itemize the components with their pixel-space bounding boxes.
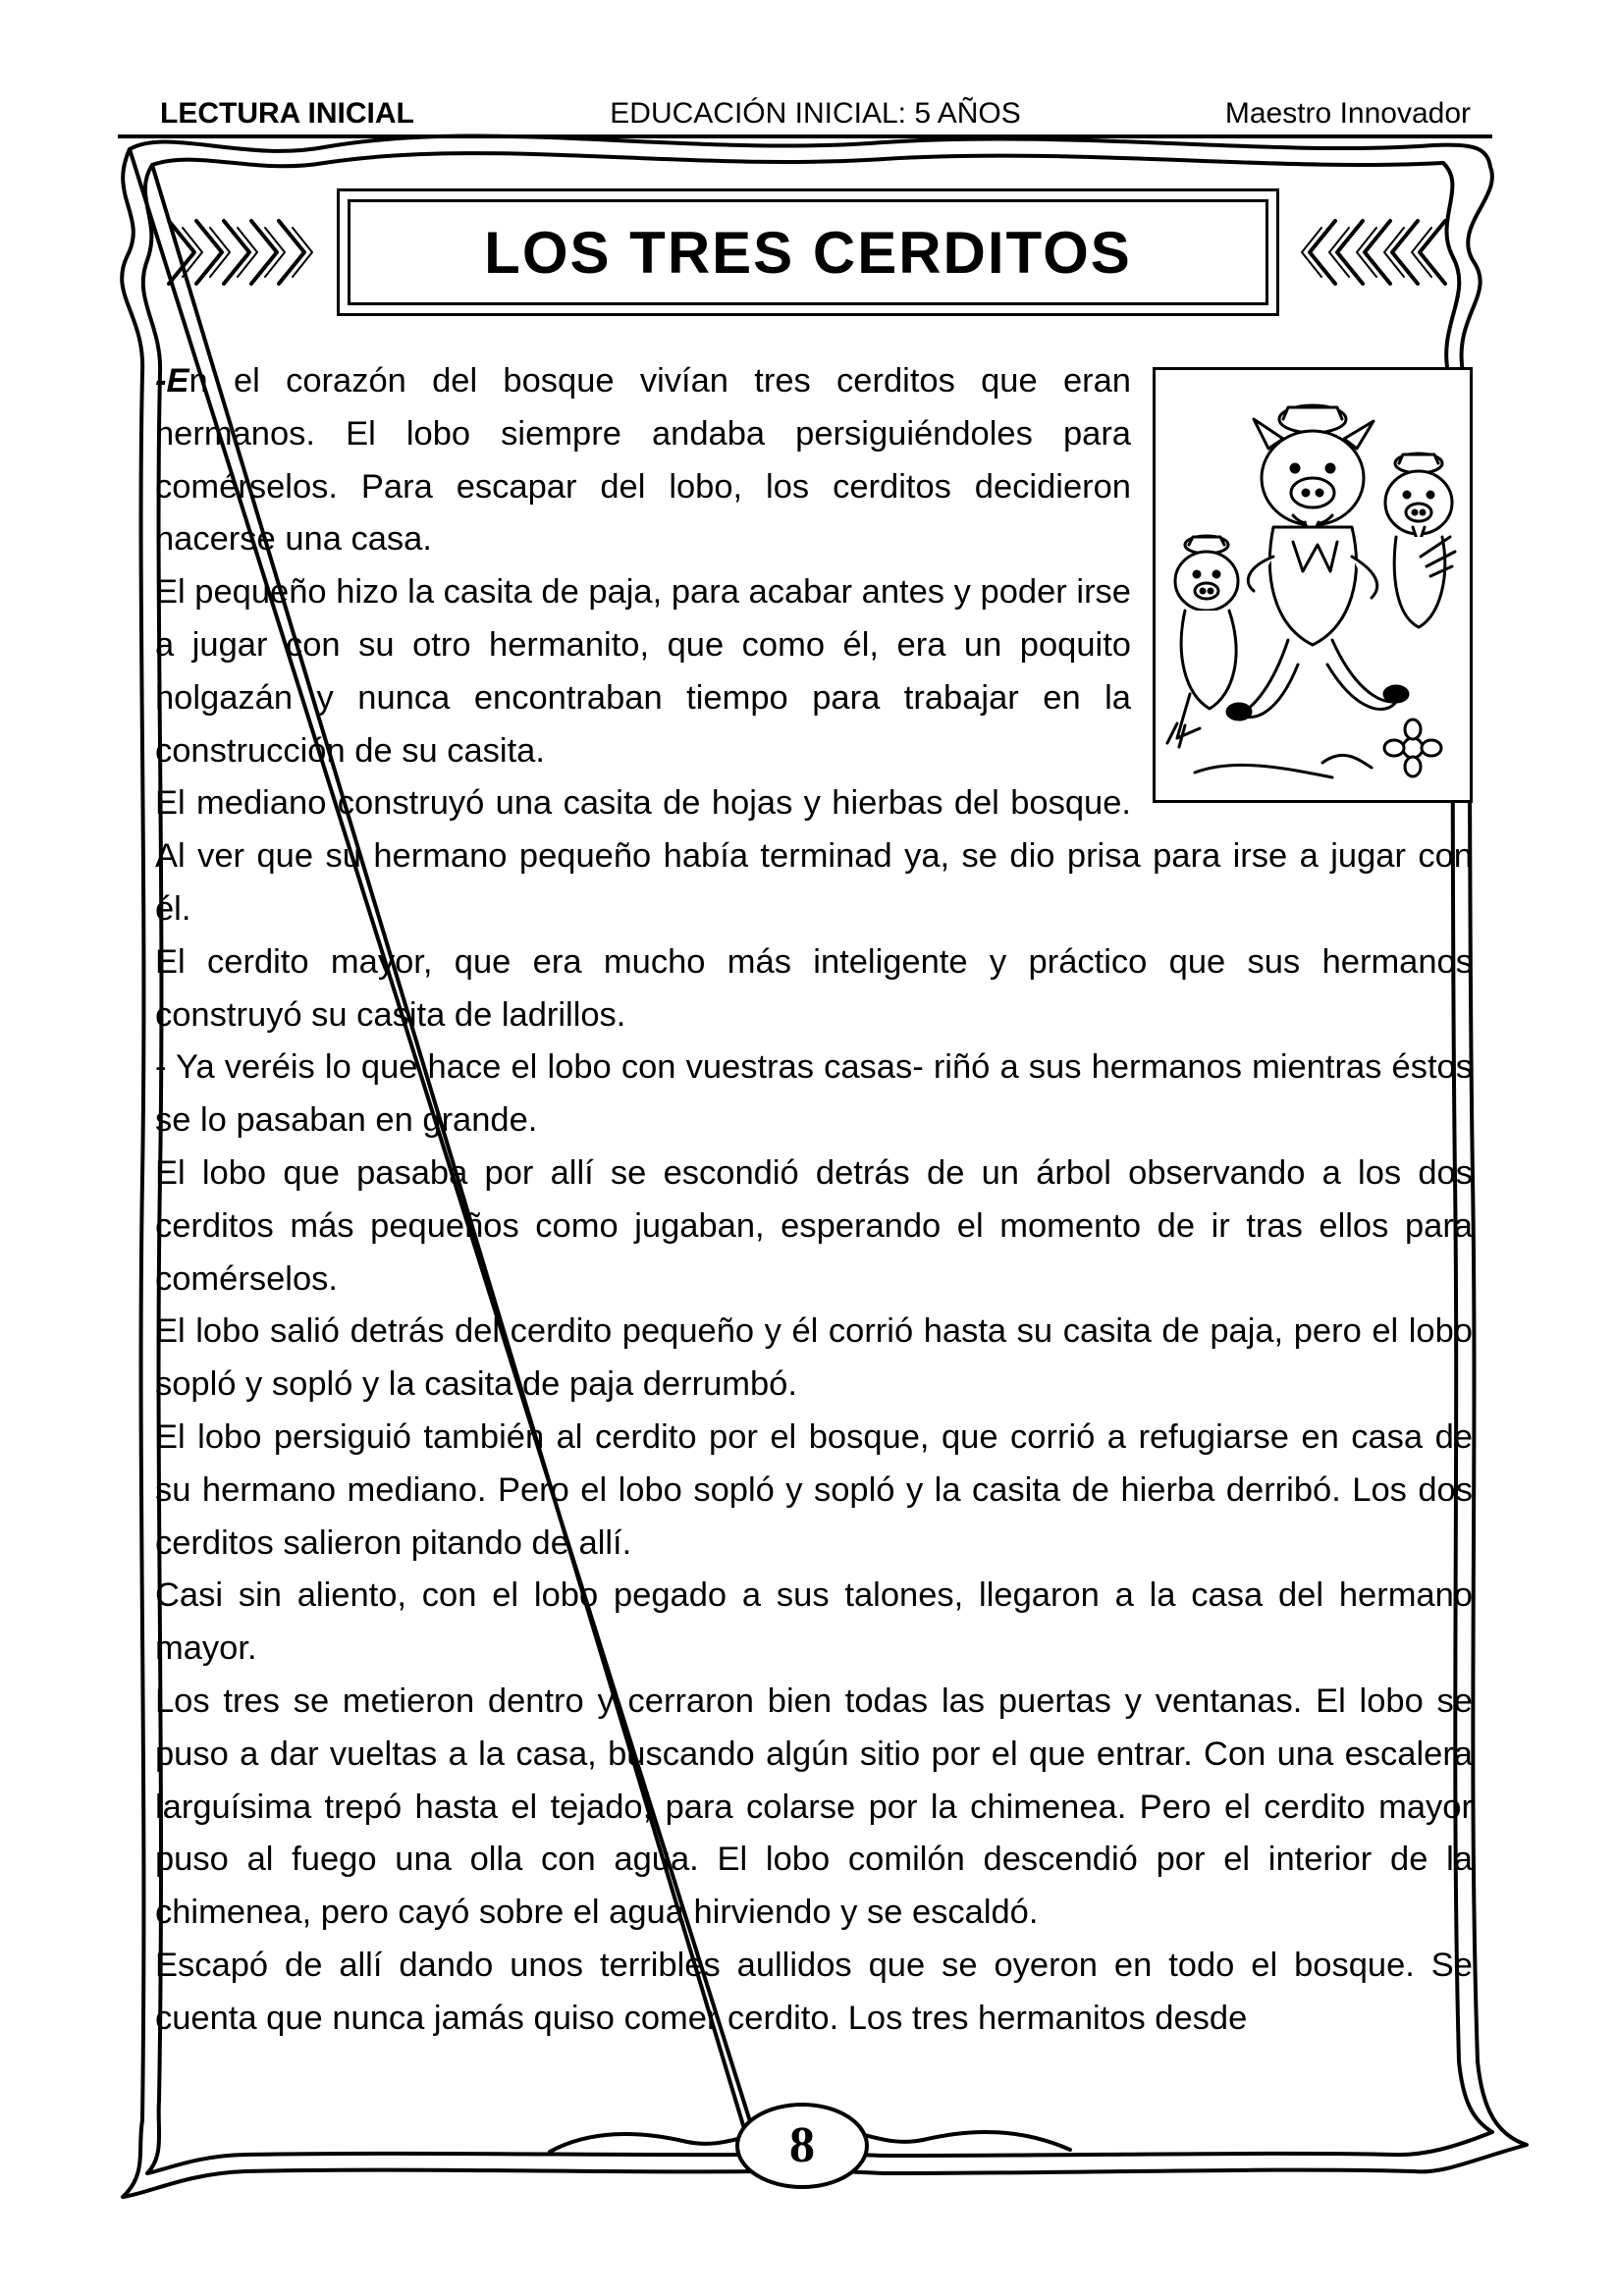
paragraph-text: n el corazón del bosque vivían tres cerditos que eran hermanos. El lobo siempre andaba persiguiéndoles para comérselos. Para escapar del lobo, los cerditos decidieron hacerse una casa. (155, 362, 1131, 559)
paragraph: El lobo persiguió también al cerdito por el bosque, que corrió a refugiarse en casa de su hermano mediano. Pero el lobo sopló y sopló y la casita de hierba derribó. Los dos cerditos salieron pitando de allí. (155, 1417, 1473, 1562)
header-divider (118, 134, 1492, 138)
paragraph: El lobo que pasaba por allí se escondió detrás de un árbol observando a los dos cerditos más pequeños como jugaban, esperando el momento de ir tras ellos para comérselos. (155, 1153, 1473, 1298)
header-center: EDUCACIÓN INICIAL: 5 AÑOS (610, 97, 1021, 130)
page-header (160, 93, 1471, 134)
header-right: Maestro Innovador (1224, 97, 1471, 130)
paragraph: Casi sin aliento, con el lobo pegado a sus talones, llegaron a la casa del hermano mayor. (155, 1576, 1473, 1668)
three-little-pigs-icon (1153, 367, 1473, 803)
title-box (337, 188, 1279, 316)
paragraph: El pequeño hizo la casita de paja, para acabar antes y poder irse a jugar con su otro hermanito, que como él, era un poquito holgazán y nunca encontraban tiempo para trabajar en la construcción de su casita. (155, 573, 1131, 770)
paragraph: Escapó de allí dando unos terribles aullidos que se oyeron en todo el bosque. Se cuenta que nunca jamás quiso comer cerdito. Los tres hermanitos desde (155, 1946, 1473, 2037)
paragraph: El cerdito mayor, que era mucho más inteligente y práctico que sus hermanos construyó su casita de ladrillos. (155, 942, 1473, 1034)
page-number: 8 (789, 2117, 815, 2173)
paragraph: El mediano construyó una casita de hojas y hierbas del bosque. Al ver que su hermano pequeño había terminad ya, se dio prisa para irse a jugar con él. (155, 784, 1473, 928)
page-title: LOS TRES CERDITOS (484, 220, 1132, 286)
paragraph: El lobo salió detrás del cerdito pequeño y él corrió hasta su casita de paja, pero el lobo sopló y sopló y la casita de paja derrumbó. (155, 1312, 1473, 1404)
paragraph: - Ya veréis lo que hace el lobo con vuestras casas- riñó a sus hermanos mientras éstos se lo pasaban en grande. (155, 1048, 1473, 1140)
pigs-illustration (1156, 370, 1470, 800)
drop-prefix: -E (155, 362, 189, 400)
paragraph: Los tres se metieron dentro y cerraron bien todas las puertas y ventanas. El lobo se puso a dar vueltas a la casa, buscando algún sitio por el que entrar. Con una escalera larguísima trepó hasta el tejado, para colarse por la chimenea. Pero el cerdito mayor puso al fuego una olla con agua. El lobo comilón descendió por el interior de la chimenea, pero cayó sobre el agua hirviendo y se escaldó. (155, 1682, 1473, 1932)
header-left: LECTURA INICIAL (160, 97, 414, 130)
story-text (155, 355, 1473, 2046)
